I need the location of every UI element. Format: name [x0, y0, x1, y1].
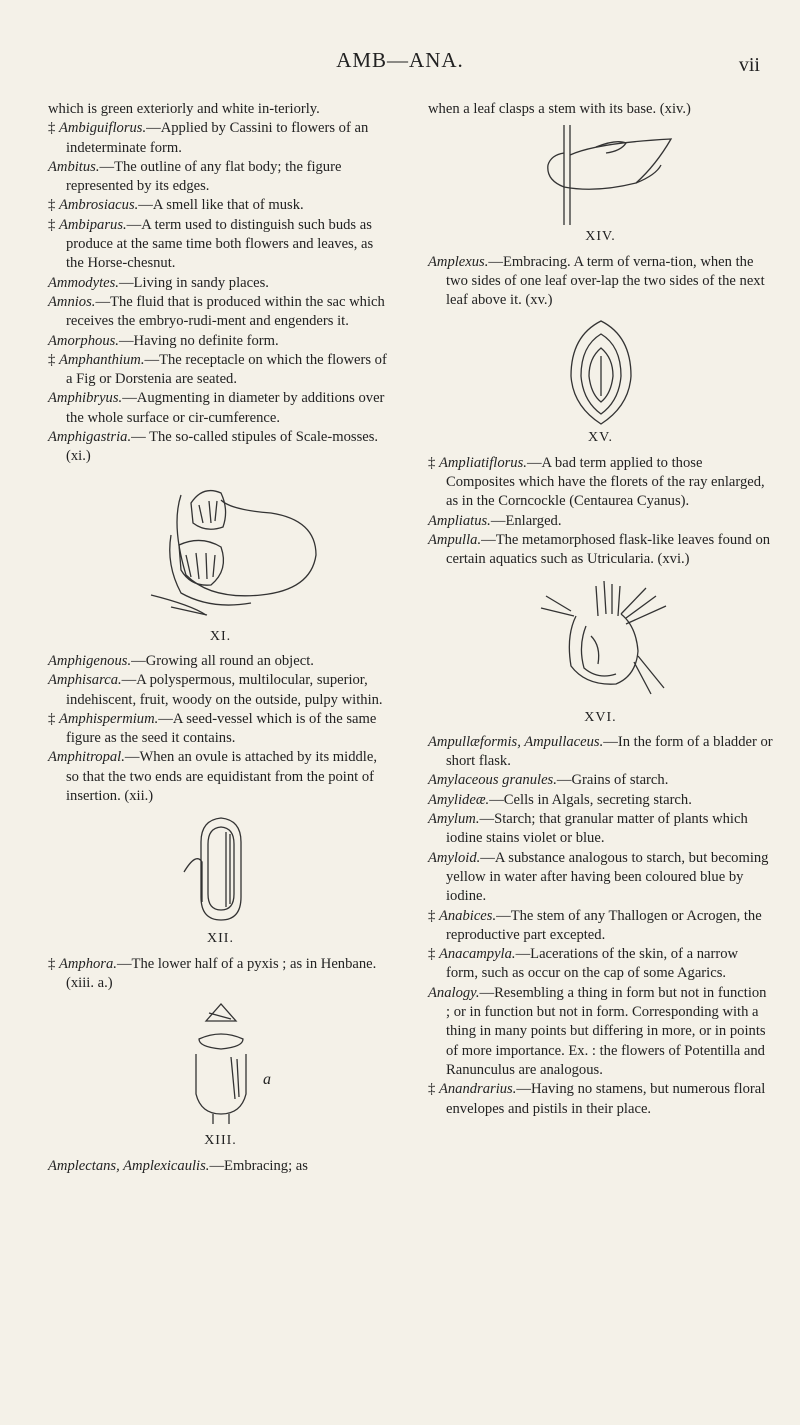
entry-definition: —The stem of any Thallogen or Acrogen, the reproductive part excepted. [446, 907, 762, 943]
obsolete-term-mark: ‡ [428, 907, 439, 924]
entry-definition: —Applied by Cassini to flowers of an indeterminate form. [66, 120, 369, 156]
figure-label-xv: XV. [588, 430, 613, 446]
entry-term: Ampliatiflorus. [438, 454, 527, 471]
entry-term: Amylideæ. [428, 791, 490, 808]
dictionary-entry [428, 733, 773, 772]
entry-definition: —The lower half of a pyxis ; as in Henbane. (xiii. a.) [66, 955, 377, 991]
entry-term: Ampliatus. [428, 512, 491, 529]
entry-definition: —A bad term applied to those Composites which have the florets of the ray enlarged, as in the Corncockle (Centaurea Cyanus). [446, 454, 765, 510]
dictionary-entry [48, 1157, 393, 1176]
entry-definition: —The outline of any flat body; the figure represented by its edges. [66, 158, 342, 195]
dictionary-entry [48, 428, 393, 467]
dictionary-entry [48, 216, 393, 274]
entry-definition: —The fluid that is produced within the sac which receives the embryo-rudi-ment and engenders it. [66, 293, 385, 330]
dictionary-entry [428, 907, 773, 946]
entry-term: Amphigenous. [48, 652, 132, 669]
entry-term: Anacampyla. [438, 946, 516, 963]
dictionary-entry [48, 710, 393, 749]
entry-term: Amyloid. [428, 849, 481, 866]
entry-term: Amphitropal. [48, 749, 125, 766]
entry-term: Amplectans, Amplexicaulis. [48, 1157, 210, 1174]
dictionary-entry [428, 454, 773, 512]
amplexus-vernation-illustration [561, 316, 641, 426]
entry-definition: —Starch; that granular matter of plants which iodine stains violet or blue. [446, 811, 748, 847]
dictionary-entry [48, 955, 393, 994]
figure-xv [428, 316, 773, 447]
obsolete-term-mark: ‡ [48, 710, 59, 727]
entry-definition: —A seed-vessel which is of the same figure as the seed it contains. [66, 710, 377, 747]
entry-term: Amylaceous granules. [428, 772, 557, 789]
running-head: AMB—ANA. [336, 48, 464, 72]
dictionary-entry [428, 1080, 773, 1119]
amphitropal-ovule-illustration [176, 812, 266, 927]
obsolete-term-mark: ‡ [428, 454, 439, 471]
dictionary-entry [428, 945, 773, 984]
dictionary-entry [428, 849, 773, 907]
entry-group-a [48, 100, 393, 467]
obsolete-term-mark: ‡ [48, 216, 59, 233]
entry-term: Amphanthium. [58, 351, 145, 368]
entry-group-b [48, 652, 393, 806]
entry-term: Ambiparus. [58, 216, 127, 233]
entry-group-h [428, 733, 773, 1119]
right-column [428, 100, 773, 1119]
entry-term: Amphibryus. [48, 390, 123, 407]
obsolete-term-mark: ‡ [48, 351, 59, 368]
entry-definition: —The metamorphosed flask-like leaves found on certain aquatics such as Utricularia. (xvi.) [446, 531, 771, 568]
entry-term: Amorphous. [48, 332, 119, 349]
dictionary-entry [428, 531, 773, 570]
left-column [48, 100, 393, 1176]
entry-group-c [48, 955, 393, 994]
dictionary-entry [48, 196, 393, 215]
entry-term: Amphisarca. [48, 672, 122, 689]
entry-term: Anabices. [438, 907, 497, 924]
figure-label-xii: XII. [207, 931, 234, 947]
dictionary-entry [48, 293, 393, 332]
figure-label-xvi: XVI. [584, 709, 617, 725]
entry-definition: —Augmenting in diameter by additions over the whole surface or cir-cumference. [66, 390, 385, 426]
obsolete-term-mark: ‡ [48, 197, 59, 214]
entry-definition: —Living in sandy places. [118, 274, 269, 291]
figure-label-xi: XI. [209, 628, 232, 644]
dictionary-entry [48, 158, 393, 197]
entry-definition: —Lacerations of the skin, of a narrow form, such as occur on the cap of some Agarics. [446, 946, 739, 982]
entry-term: Ambiguiflorus. [58, 120, 147, 137]
entry-definition: —Having no stamens, but numerous floral envelopes and pistils in their place. [446, 1081, 766, 1117]
obsolete-term-mark: ‡ [428, 1081, 439, 1098]
entry-term: Ampullæformis, Ampullaceus. [428, 733, 604, 750]
figure-label-xiv: XIV. [585, 229, 616, 245]
entry-definition: —The receptacle on which the flowers of a Fig or Dorstenia are seated. [66, 351, 387, 388]
entry-definition: —Resembling a thing in form but not in function ; or in function but not in form. Corresponding with a thing in many points but differing in more, or in points of more importance. Ex. : the flowers of Potentilla and Ranunculus are analogous. [446, 984, 767, 1078]
dictionary-entry [48, 748, 393, 806]
entry-group-d [48, 1157, 393, 1176]
dictionary-entry [428, 512, 773, 531]
amplexicaul-leaf-illustration [526, 125, 676, 225]
entry-term: Ambrosiacus. [58, 197, 139, 214]
entry-definition: —A smell like that of musk. [138, 197, 304, 214]
dictionary-entry [48, 671, 393, 710]
entry-definition: which is green exteriorly and white in-teriorly. [48, 101, 320, 117]
entry-definition: —A substance analogous to starch, but becoming yellow in water after having been coloured blue by iodine. [446, 849, 769, 905]
entry-definition: —In the form of a bladder or short flask. [446, 733, 773, 770]
entry-term: Analogy. [428, 984, 480, 1001]
entry-definition: —Growing all round an object. [131, 652, 314, 669]
entry-term: Amylum. [428, 811, 480, 828]
obsolete-term-mark: ‡ [428, 946, 439, 963]
dictionary-entry [428, 100, 773, 119]
entry-group-e [428, 100, 773, 119]
entry-definition: —Embracing; as [209, 1157, 308, 1174]
entry-term: Amphigastria. [48, 429, 132, 446]
dictionary-entry [428, 253, 773, 311]
entry-term: Amplexus. [428, 253, 489, 270]
dictionary-entry [428, 791, 773, 810]
dictionary-entry [48, 100, 393, 119]
dictionary-entry [48, 389, 393, 428]
entry-definition: —Embracing. A term of verna-tion, when the two sides of one leaf over-lap the two sides of the next leaf above it. (xv.) [446, 253, 765, 309]
entry-group-f [428, 253, 773, 311]
figure-xiii [48, 999, 393, 1150]
entry-definition: —A term used to distinguish such buds as produce at the same time both flowers and leaves, as the Horse-chesnut. [66, 216, 374, 272]
figure-xiv [428, 125, 773, 246]
entry-term: Amphispermium. [58, 710, 159, 727]
dictionary-entry [48, 652, 393, 671]
entry-term: Anandrarius. [438, 1081, 517, 1098]
entry-term: Ammodytes. [48, 274, 119, 291]
dictionary-entry [428, 771, 773, 790]
entry-definition: —Grains of starch. [556, 772, 669, 789]
dictionary-entry [48, 274, 393, 293]
entry-definition: —Enlarged. [490, 512, 562, 529]
obsolete-term-mark: ‡ [48, 120, 59, 137]
entry-term: Ambitus. [48, 158, 100, 175]
entry-definition: when a leaf clasps a stem with its base. (xiv.) [428, 101, 691, 117]
amphora-pyxis-illustration [151, 999, 291, 1129]
entry-term: Amphora. [58, 955, 117, 972]
figure-xi [48, 475, 393, 646]
page-number: vii [738, 54, 760, 76]
dictionary-entry [428, 810, 773, 849]
entry-definition: — The so-called stipules of Scale-mosses. (xi.) [66, 429, 379, 465]
entry-definition: —Having no definite form. [118, 332, 279, 349]
dictionary-entry [48, 119, 393, 158]
figure-label-xiii: XIII. [204, 1133, 237, 1149]
amphigastria-illustration [111, 475, 331, 625]
entry-term: Ampulla. [428, 531, 482, 548]
entry-definition: —A polyspermous, multilocular, superior, indehiscent, fruit, woody on the outside, pulpy within. [66, 672, 383, 708]
figure-xvi [428, 576, 773, 727]
figure-xiii-a-label: a [262, 1071, 271, 1089]
obsolete-term-mark: ‡ [48, 955, 59, 972]
entry-definition: —Cells in Algals, secreting starch. [489, 791, 692, 808]
entry-group-g [428, 454, 773, 570]
dictionary-entry [48, 332, 393, 351]
ampulla-utricularia-illustration [526, 576, 676, 706]
dictionary-entry [428, 984, 773, 1080]
entry-definition: —When an ovule is attached by its middle, so that the two ends are equidistant from the point of insertion. (xii.) [66, 749, 377, 805]
page-header [0, 48, 800, 78]
figure-xii [48, 812, 393, 948]
dictionary-entry [48, 351, 393, 390]
entry-term: Amnios. [48, 293, 96, 310]
